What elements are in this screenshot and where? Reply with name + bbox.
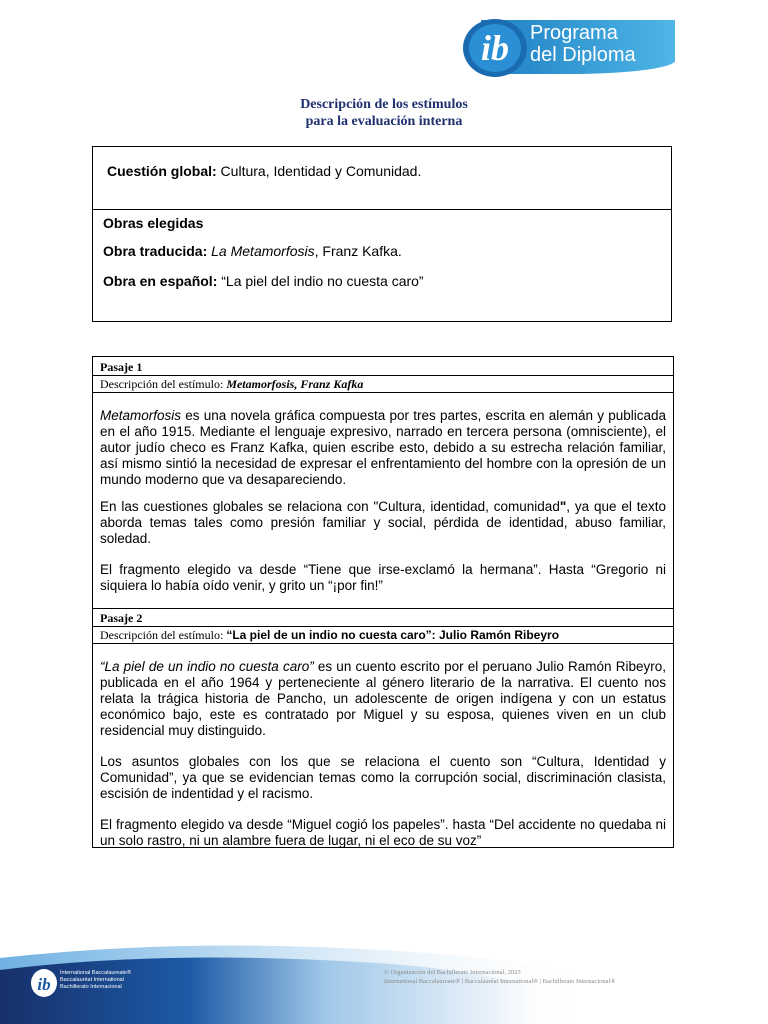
spanish-work [103, 273, 424, 289]
global-issue-row [93, 147, 671, 210]
global-issue [107, 163, 421, 179]
footer-copyright: © Organización del Bachillerato Internacional, 2023 International Baccalaureate® | Baccalauréat International® | Bachillerato Internacional® [384, 969, 616, 985]
global-issue-value: Cultura, Identidad y Comunidad. [216, 163, 422, 179]
logo-line-2: del Diploma [530, 44, 636, 66]
logo-line-1: Programa [530, 22, 618, 44]
passage-2-stimulus: Descripción del estímulo: “La piel de un indio no cuesta caro”: Julio Ramón Ribeyro [100, 628, 560, 642]
works-summary-box [92, 146, 672, 322]
passage-1-paragraph-2: En las cuestiones globales se relaciona con "Cultura, identidad, comunidad", ya que el texto aborda temas tales como presión familiar y social, pérdida de identidad, abuso familiar, soledad. [100, 499, 666, 546]
passage-1-stimulus: Descripción del estímulo: Metamorfosis, Franz Kafka [100, 377, 364, 391]
chosen-works-heading: Obras elegidas [103, 215, 204, 231]
translated-work-title: La Metamorfosis [211, 243, 315, 259]
passage-1-paragraph-3: El fragmento elegido va desde “Tiene que irse-exclamó la hermana”. Hasta “Gregorio ni siquiera lo había oído venir, y grito un “¡por fin!” [100, 562, 666, 593]
spanish-work-value: “La piel del indio no cuesta caro” [217, 273, 424, 289]
document-title-line-2: para la evaluación interna [305, 114, 463, 129]
spanish-work-label: Obra en español: [103, 273, 218, 289]
translated-work-author: , Franz Kafka. [314, 243, 402, 259]
passage-2-paragraph-1: “La piel de un indio no cuesta caro” es un cuento escrito por el peruano Julio Ramón Ribeyro, publicada en el año 1964 y perteneciente al género literario de la narrativa. El cuento nos relata la trágica historia de Pancho, un adolescente de origen indígena y con un estatus económico bajo, este es contratado por Miguel y su esposa, quienes viven en un club residencial muy distinguido. [100, 659, 666, 738]
passage-2-paragraph-2: Los asuntos globales con los que se relaciona el cuento son “Cultura, Identidad y Comunidad”, ya que se evidencian temas como la corrupción social, discriminación clasista, escisión de indentidad y el racismo. [100, 754, 666, 801]
translated-work-label: Obra traducida: [103, 243, 208, 259]
global-issue-label: Cuestión global: [107, 163, 217, 179]
document-title-line-1: Descripción de los estímulos [300, 97, 468, 112]
passage-1-paragraph-1: Metamorfosis es una novela gráfica compuesta por tres partes, escrita en alemán y publicada en el año 1915. Mediante el lenguaje expresivo, narrado en tercera persona (omnisciente), el autor judío checo es Franz Kafka, quien escribe esto, debido a su estrecha relación familiar, así mismo sintió la necesidad de expresar el enfrentamiento del hombre con la opresión de un mundo moderno que va desapareciendo. [100, 408, 666, 487]
translated-work [103, 243, 402, 259]
passage-2-paragraph-3: El fragmento elegido va desde “Miguel cogió los papeles”. hasta “Del accidente no quedaba ni un solo rastro, ni un alambre fuera de lugar, ni el eco de su voz” [100, 817, 666, 848]
footer-ib-names: International Baccalaureate® Baccalauréat International Bachillerato Internacional [60, 970, 132, 990]
svg-text:ib: ib [480, 28, 510, 68]
passage-1-label: Pasaje 1 [100, 360, 143, 374]
ib-footer-emblem [30, 968, 58, 998]
svg-text:ib: ib [37, 975, 51, 994]
passage-2-label: Pasaje 2 [100, 611, 143, 625]
passages-table [92, 356, 674, 848]
logo-text [530, 22, 636, 66]
